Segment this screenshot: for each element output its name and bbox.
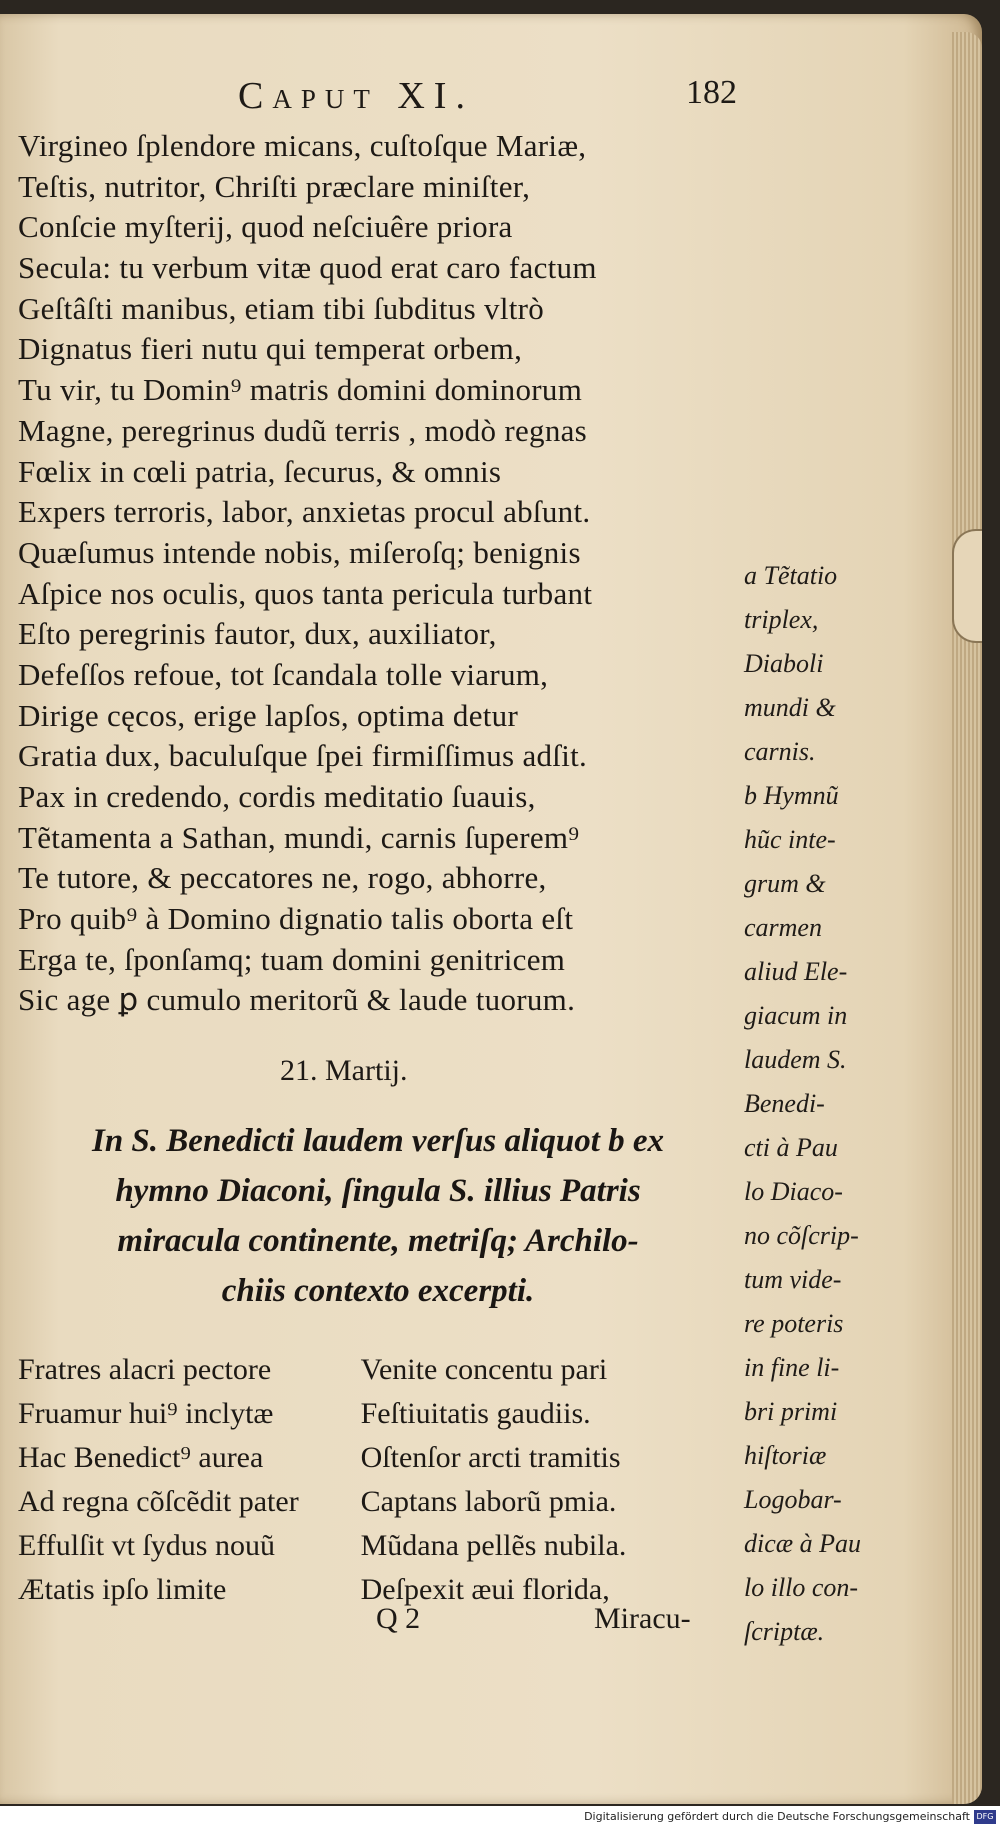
margin-note-line: re poteris: [744, 1309, 844, 1338]
poem-line: Defeſſos refoue, tot ſcandala tolle viarum,: [18, 656, 549, 692]
poem-text: [18, 126, 748, 1021]
poem-line: Tu vir, tu Domin⁹ matris domini dominorum: [18, 372, 583, 408]
marginal-notes: [744, 554, 944, 1654]
hymn-row: [18, 1436, 738, 1480]
margin-note-line: cti à Pau: [744, 1133, 838, 1162]
poem-line: Te tutore, & peccatores ne, rogo, abhorre,: [18, 860, 547, 896]
poem-line: Teſtis, nutritor, Chriſti præclare miniſter,: [18, 168, 531, 204]
poem-line: Expers terroris, labor, anxietas procul abſunt.: [18, 494, 591, 530]
hymn-verse-left: Effulſit vt ſydus nouũ: [18, 1529, 275, 1562]
margin-note-line: b Hymnũ: [744, 781, 839, 810]
poem-line: Magne, peregrinus dudũ terris , modò regnas: [18, 412, 588, 448]
poem-line: Tẽtamenta a Sathan, mundi, carnis ſuperem⁹: [18, 819, 580, 855]
margin-note-line: no cõſcrip-: [744, 1221, 859, 1250]
margin-note-line: hiſtoriæ: [744, 1441, 827, 1470]
hymn-verse-right: Oſtenſor arcti tramitis: [360, 1441, 621, 1474]
heading-line: hymno Diaconi, ſingula S. illius Patris: [115, 1173, 641, 1209]
margin-note-line: giacum in: [744, 1001, 848, 1030]
margin-note-line: carnis.: [744, 737, 816, 766]
poem-line: Conſcie myſterij, quod neſciuêre priora: [18, 209, 513, 245]
poem-line: Fœlix in cœli patria, ſecurus, & omnis: [18, 453, 502, 489]
poem-line: Erga te, ſponſamq; tuam domini genitricem: [18, 941, 566, 977]
signature-mark: Q 2: [376, 1602, 421, 1635]
hymn-verse-left: Fruamur hui⁹ inclytæ: [18, 1397, 274, 1430]
poem-line: Eſto peregrinis fautor, dux, auxiliator,: [18, 616, 497, 652]
margin-note-line: mundi &: [744, 693, 836, 722]
poem-line: Dirige cęcos, erige lapſos, optima detur: [18, 697, 519, 733]
poem-line: Pax in credendo, cordis meditatio ſuauis,: [18, 779, 536, 814]
hymn-verse-right: Mũdana pellẽs nubila.: [360, 1529, 627, 1562]
poem-line: Sic age ꝑ cumulo meritorũ & laude tuorum.: [18, 982, 576, 1018]
feast-date: 21. Martij.: [280, 1054, 408, 1087]
heading-line: In S. Benedicti laudem verſus aliquot b ex: [91, 1123, 665, 1159]
hymn-verse-left: Fratres alacri pectore: [18, 1353, 272, 1386]
margin-note-line: Logobar-: [744, 1485, 842, 1514]
margin-note-line: triplex,: [744, 605, 819, 634]
poem-line: Dignatus fieri nutu qui temperat orbem,: [18, 331, 523, 367]
digitization-notice: Digitalisierung gefördert durch die Deutsche Forschungsgemeinschaft: [584, 1810, 970, 1823]
margin-note-line: ſcriptæ.: [744, 1617, 825, 1646]
catchword: Miracu-: [594, 1602, 691, 1635]
digitization-bar: [0, 1806, 1000, 1830]
poem-line: Secula: tu verbum vitæ quod erat caro factum: [18, 250, 597, 286]
margin-note-line: hũc inte-: [744, 825, 836, 854]
heading-line: miracula continente, metriſq; Archilo-: [117, 1223, 639, 1259]
margin-note-line: laudem S.: [744, 1045, 847, 1074]
page-tab: [952, 529, 982, 643]
poem-line: Gratia dux, baculuſque ſpei firmiſſimus adſit.: [18, 738, 588, 774]
margin-note-line: tum vide-: [744, 1265, 842, 1294]
hymn-row: [18, 1480, 738, 1524]
heading-line: chiis contexto excerpti.: [221, 1273, 535, 1309]
margin-note-line: a Tẽtatio: [744, 561, 838, 590]
margin-note-line: in fine li-: [744, 1353, 840, 1382]
book-page: [0, 14, 982, 1804]
poem-line: Pro quib⁹ à Domino dignatio talis oborta eſt: [18, 901, 574, 937]
margin-note-line: Diaboli: [744, 649, 824, 678]
margin-note-line: aliud Ele-: [744, 957, 848, 986]
margin-note-line: dicæ à Pau: [744, 1529, 861, 1558]
hymn-verses: [18, 1348, 738, 1612]
page-fore-edge: [952, 32, 982, 1804]
margin-note-line: grum &: [744, 869, 826, 898]
margin-note-line: lo illo con-: [744, 1573, 859, 1602]
hymn-verse-left: Hac Benedict⁹ aurea: [18, 1441, 264, 1474]
hymn-verse-right: Deſpexit æui florida,: [360, 1573, 610, 1606]
hymn-verse-right: Captans laborũ pmia.: [360, 1485, 617, 1518]
hymn-verse-right: Feſtiuitatis gaudiis.: [360, 1397, 591, 1430]
hymn-row: [18, 1524, 738, 1568]
hymn-row: [18, 1392, 738, 1436]
margin-note-line: carmen: [744, 913, 822, 942]
poem-line: Virgineo ſplendore micans, cuſtoſque Mariæ,: [18, 128, 587, 163]
margin-note-line: bri primi: [744, 1397, 838, 1426]
page-number: 182: [686, 74, 737, 111]
hymn-verse-left: Ad regna cõſcẽdit pater: [18, 1485, 299, 1518]
hymn-verse-right: Venite concentu pari: [360, 1353, 608, 1386]
poem-line: Aſpice nos oculis, quos tanta pericula turbant: [18, 575, 593, 611]
running-head: Caput XI.: [238, 75, 474, 117]
page-footer: [0, 1602, 760, 1642]
hymn-verse-left: Ætatis ipſo limite: [18, 1573, 227, 1606]
margin-note-line: lo Diaco-: [744, 1177, 843, 1206]
poem-line: Geſtâſti manibus, etiam tibi ſubditus vltrò: [18, 290, 545, 326]
page-header: [0, 74, 982, 124]
margin-note-line: Benedi-: [744, 1089, 825, 1118]
hymn-row: [18, 1348, 738, 1392]
section-heading: [18, 1116, 738, 1316]
poem-line: Quæſumus intende nobis, miſeroſq; benignis: [18, 534, 581, 570]
dfg-logo-icon: DFG: [974, 1810, 996, 1824]
